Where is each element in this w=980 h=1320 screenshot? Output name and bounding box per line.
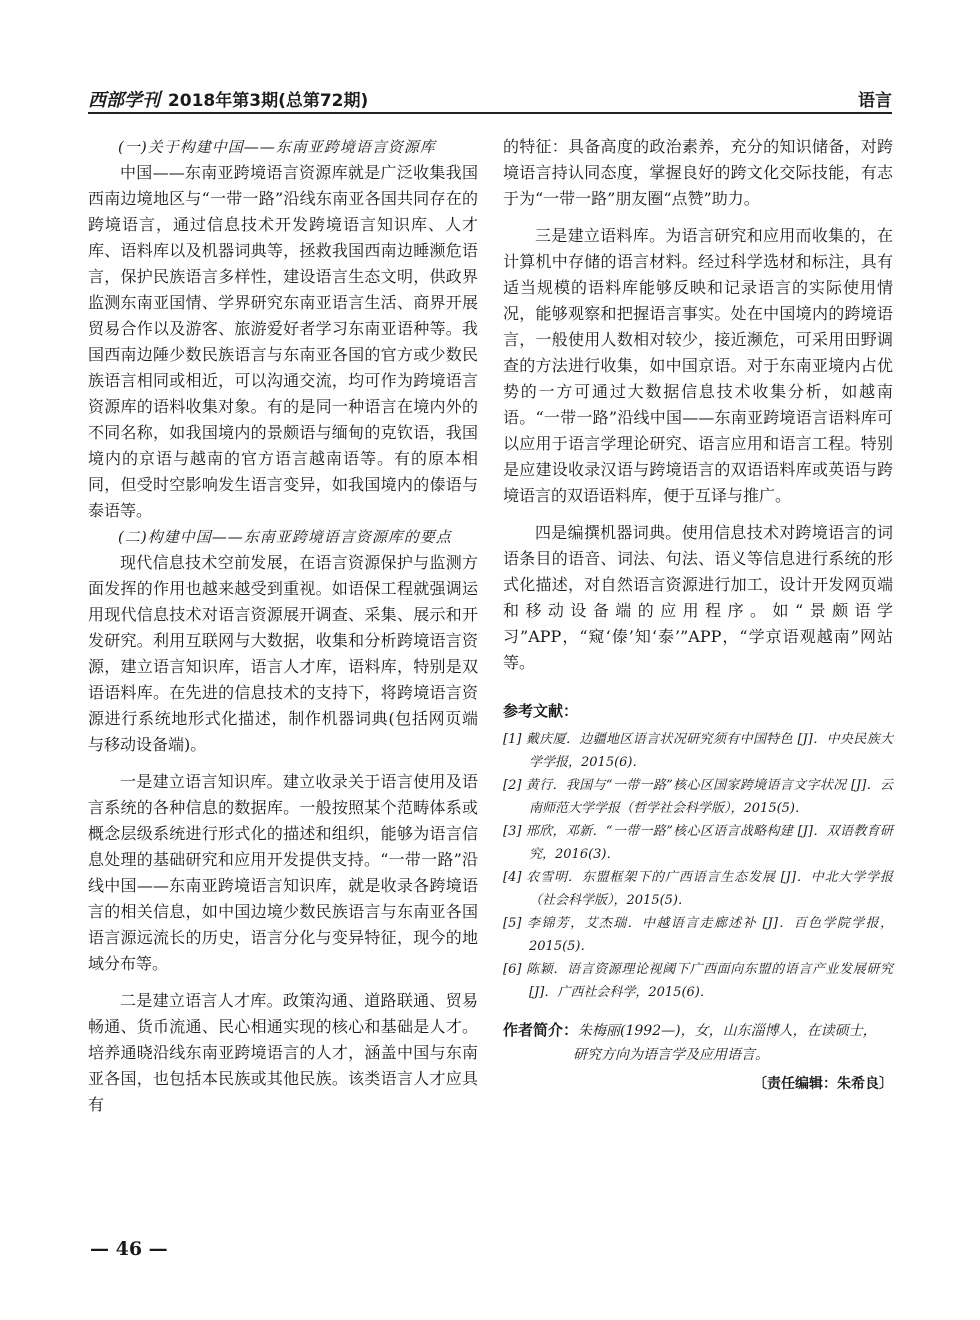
section-label: 语言: [858, 91, 892, 111]
references-list: [503, 728, 893, 1004]
author-bio-label: 作者简介：: [503, 1021, 579, 1039]
subheading-2: (二)构建中国——东南亚跨境语言资源库的要点: [118, 528, 452, 546]
references-title: 参考文献：: [503, 702, 579, 720]
responsible-editor: 〔责任编辑：朱希良〕: [753, 1076, 893, 1092]
paragraph-5: 的特征：具备高度的政治素养，充分的知识储备，对跨境语言持认同态度，掌握良好的跨文化交际技能，有志于为“一带一路”朋友圈“点赞”助力。: [503, 137, 893, 208]
issue-info: 2018年第3期(总第72期): [167, 91, 369, 111]
journal-masthead: [88, 86, 368, 112]
reference-item: [4] 农雪明．东盟框架下的广西语言生态发展 [J]．中北大学学报（社会科学版），2015(5)．: [503, 870, 893, 908]
page-number: — 46 —: [90, 1238, 168, 1260]
subheading-1: (一)关于构建中国——东南亚跨境语言资源库: [118, 138, 436, 156]
page-header: [88, 86, 892, 114]
left-column: [88, 134, 478, 1118]
author-bio-line1: 朱梅丽(1992—)，女，山东淄博人，在读硕士，: [578, 1023, 877, 1039]
paragraph-7: 四是编撰机器词典。使用信息技术对跨境语言的词语条目的语音、词法、句法、语义等信息进行系统的形式化描述，对自然语言资源进行加工，设计开发网页端和移动设备端的应用程序。如“景颇语学习”APP，“窥‘傣’知‘泰’”APP，“学京语观越南”网站等。: [503, 523, 893, 672]
reference-item: [2] 黄行．我国与“一带一路”核心区国家跨境语言文字状况 [J]．云南师范大学学报（哲学社会科学版），2015(5)．: [503, 778, 893, 816]
paragraph-6: 三是建立语料库。为语言研究和应用而收集的，在计算机中存储的语言材料。经过科学选材和标注，具有适当规模的语料库能够反映和记录语言的实际使用情况，能够观察和把握语言事实。处在中国境内的跨境语言，一般使用人数相对较少，接近濒危，可采用田野调查的方法进行收集，如中国京语。对于东南亚境内占优势的一方可通过大数据信息技术收集分析，如越南语。“一带一路”沿线中国——东南亚跨境语言语料库可以应用于语言学理论研究、语言应用和语言工程。特别是应建设收录汉语与跨境语言的双语语料库或英语与跨境语言的双语语料库，便于互译与推广。: [503, 226, 893, 505]
reference-item: [1] 戴庆厦．边疆地区语言状况研究须有中国特色 [J]．中央民族大学学报，2015(6)．: [503, 732, 893, 770]
right-column: [503, 134, 893, 1095]
author-bio-line2: 研究方向为语言学及应用语言。: [573, 1047, 769, 1063]
paragraph-2: 现代信息技术空前发展，在语言资源保护与监测方面发挥的作用也越来越受到重视。如语保工程就强调运用现代信息技术对语言资源展开调查、采集、展示和开发研究。利用互联网与大数据，收集和分析跨境语言资源，建立语言知识库，语言人才库，语料库，特别是双语语料库。在先进的信息技术的支持下，将跨境语言资源进行系统地形式化描述，制作机器词典(包括网页端与移动设备端)。: [88, 553, 478, 754]
paragraph-4: 二是建立语言人才库。政策沟通、道路联通、贸易畅通、货币流通、民心相通实现的核心和基础是人才。培养通晓沿线东南亚跨境语言的人才，涵盖中国与东南亚各国，也包括本民族或其他民族。该类语言人才应具有: [88, 991, 478, 1114]
reference-item: [3] 邢欣，邓新．“一带一路”核心区语言战略构建 [J]．双语教育研究，2016(3)．: [503, 824, 893, 862]
reference-item: [5] 李锦芳，艾杰瑞．中越语言走廊述补 [J]．百色学院学报，2015(5)．: [503, 916, 893, 954]
reference-item: [6] 陈颖．语言资源理论视阈下广西面向东盟的语言产业发展研究 [J]．广西社会科学，2015(6)．: [503, 962, 893, 1000]
journal-name: 西部学刊: [88, 90, 160, 111]
paragraph-3: 一是建立语言知识库。建立收录关于语言使用及语言系统的各种信息的数据库。一般按照某个范畴体系或概念层级系统进行形式化的描述和组织，能够为语言信息处理的基础研究和应用开发提供支持。“一带一路”沿线中国——东南亚跨境语言知识库，就是收录各跨境语言的相关信息，如中国边境少数民族语言与东南亚各国语言源远流长的历史，语言分化与变异特征，现今的地域分布等。: [88, 772, 478, 973]
paragraph-1: 中国——东南亚跨境语言资源库就是广泛收集我国西南边境地区与“一带一路”沿线东南亚各国共同存在的跨境语言，通过信息技术开发跨境语言知识库、人才库、语料库以及机器词典等，拯救我国西南边睡濒危语言，保护民族语言多样性，建设语言生态文明，供政界监测东南亚国情、学界研究东南亚语言生活、商界开展贸易合作以及游客、旅游爱好者学习东南亚语种等。我国西南边陲少数民族语言与东南亚各国的官方或少数民族语言相同或相近，可以沟通交流，均可作为跨境语言资源库的语料收集对象。有的是同一种语言在境内外的不同名称，如我国境内的景颇语与缅甸的克钦语，我国境内的京语与越南的官方语言越南语等。有的原本相同，但受时空影响发生语言变异，如我国境内的傣语与泰语等。: [88, 163, 478, 520]
author-bio: [503, 1018, 893, 1067]
